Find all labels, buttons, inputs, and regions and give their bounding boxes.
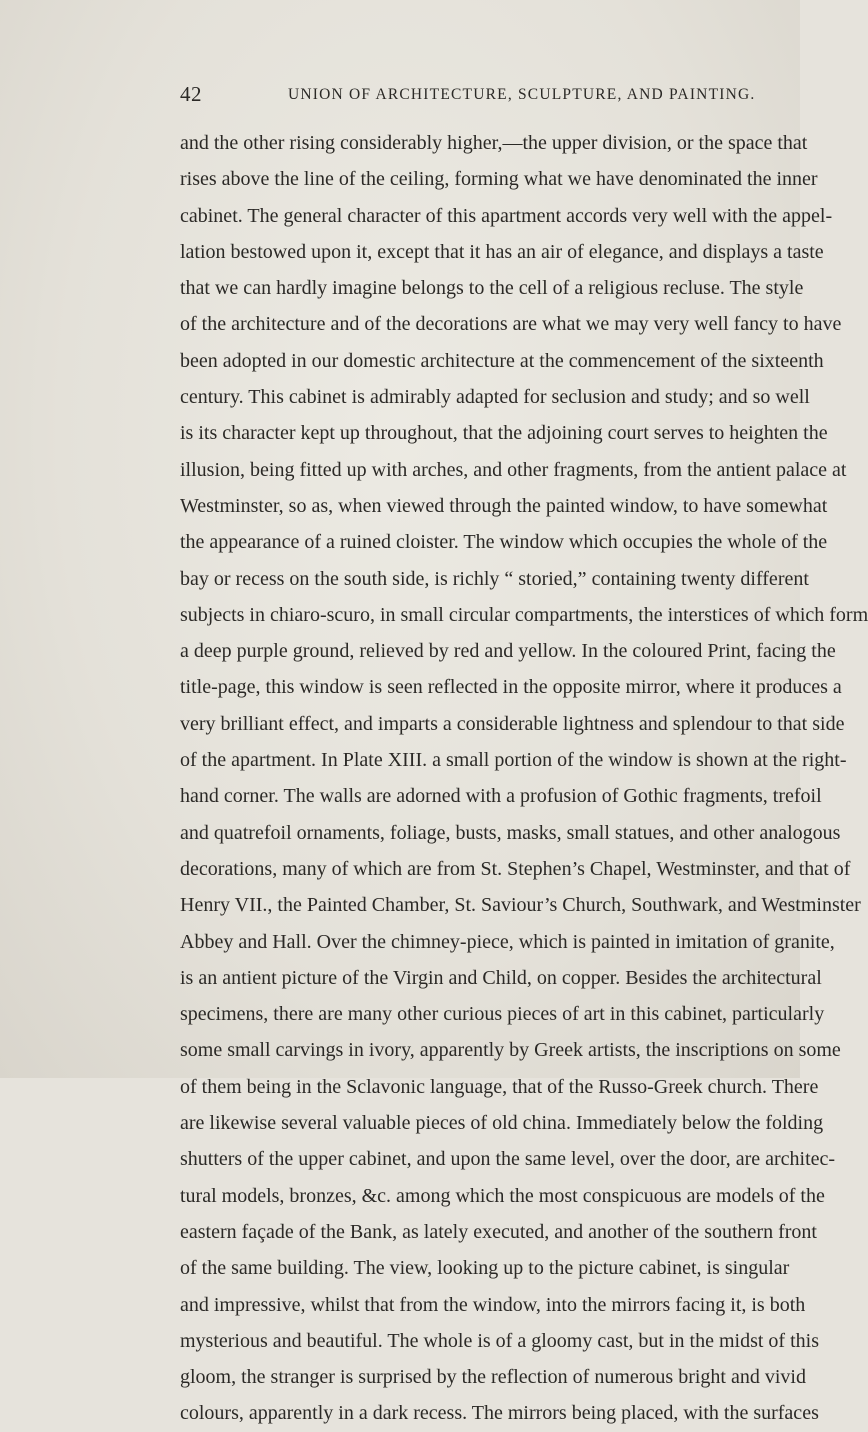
text-line: cabinet. The general character of this apartment accords very well with the appel- bbox=[180, 204, 833, 227]
text-line: decorations, many of which are from St. Stephen’s Chapel, Westminster, and that of bbox=[180, 857, 851, 880]
text-line: of the apartment. In Plate XIII. a small portion of the window is shown at the right- bbox=[180, 749, 847, 772]
text-line: and impressive, whilst that from the window, into the mirrors facing it, is both bbox=[180, 1293, 806, 1316]
text-line: illusion, being fitted up with arches, and other fragments, from the antient palace at bbox=[180, 458, 847, 481]
text-line: of them being in the Sclavonic language, that of the Russo-Greek church. There bbox=[180, 1075, 819, 1098]
running-title: UNION OF ARCHITECTURE, SCULPTURE, AND PAINTING. bbox=[288, 86, 756, 103]
text-line: some small carvings in ivory, apparently by Greek artists, the inscriptions on some bbox=[180, 1039, 841, 1062]
text-line: rises above the line of the ceiling, forming what we have denominated the inner bbox=[180, 168, 818, 191]
text-line: and quatrefoil ornaments, foliage, busts, masks, small statues, and other analogous bbox=[180, 821, 841, 844]
text-line: title-page, this window is seen reflected in the opposite mirror, where it produces a bbox=[180, 676, 842, 699]
text-line: Henry VII., the Painted Chamber, St. Saviour’s Church, Southwark, and Westminster bbox=[180, 894, 861, 917]
text-line: Westminster, so as, when viewed through the painted window, to have somewhat bbox=[180, 494, 828, 517]
text-line: tural models, bronzes, &c. among which the most conspicuous are models of the bbox=[180, 1184, 825, 1207]
text-line: are likewise several valuable pieces of old china. Immediately below the folding bbox=[180, 1112, 824, 1135]
text-line: bay or recess on the south side, is richly “ storied,” containing twenty different bbox=[180, 567, 809, 590]
text-line: the appearance of a ruined cloister. The window which occupies the whole of the bbox=[180, 531, 828, 554]
text-line: lation bestowed upon it, except that it has an air of elegance, and displays a taste bbox=[180, 240, 824, 263]
text-line: of the architecture and of the decorations are what we may very well fancy to have bbox=[180, 313, 842, 336]
text-line: very brilliant effect, and imparts a considerable lightness and splendour to that side bbox=[180, 712, 845, 735]
text-line: subjects in chiaro-scuro, in small circular compartments, the interstices of which form bbox=[180, 603, 868, 626]
text-line: Abbey and Hall. Over the chimney-piece, which is painted in imitation of granite, bbox=[180, 930, 835, 953]
text-line: that we can hardly imagine belongs to the cell of a religious recluse. The style bbox=[180, 277, 804, 300]
text-line: eastern façade of the Bank, as lately executed, and another of the southern front bbox=[180, 1220, 817, 1243]
text-line: a deep purple ground, relieved by red and yellow. In the coloured Print, facing the bbox=[180, 640, 836, 663]
text-line: gloom, the stranger is surprised by the reflection of numerous bright and vivid bbox=[180, 1366, 806, 1389]
text-line: century. This cabinet is admirably adapted for seclusion and study; and so well bbox=[180, 386, 810, 409]
text-line: of the same building. The view, looking up to the picture cabinet, is singular bbox=[180, 1257, 790, 1280]
text-line: is its character kept up throughout, that the adjoining court serves to heighten the bbox=[180, 422, 828, 445]
text-line: and the other rising considerably higher,—the upper division, or the space that bbox=[180, 132, 808, 154]
text-line: colours, apparently in a dark recess. The mirrors being placed, with the surfaces bbox=[180, 1402, 819, 1425]
text-line: shutters of the upper cabinet, and upon the same level, over the door, are architec- bbox=[180, 1148, 836, 1171]
page-header bbox=[180, 76, 756, 116]
text-line: is an antient picture of the Virgin and Child, on copper. Besides the architectural bbox=[180, 966, 822, 989]
text-line: hand corner. The walls are adorned with a profusion of Gothic fragments, trefoil bbox=[180, 785, 822, 808]
text-line: been adopted in our domestic architecture at the commencement of the sixteenth bbox=[180, 349, 824, 372]
body-paragraph bbox=[180, 125, 868, 1432]
text-line: specimens, there are many other curious pieces of art in this cabinet, particularly bbox=[180, 1003, 825, 1026]
page-number: 42 bbox=[180, 82, 202, 106]
text-line: mysterious and beautiful. The whole is of a gloomy cast, but in the midst of this bbox=[180, 1329, 819, 1352]
